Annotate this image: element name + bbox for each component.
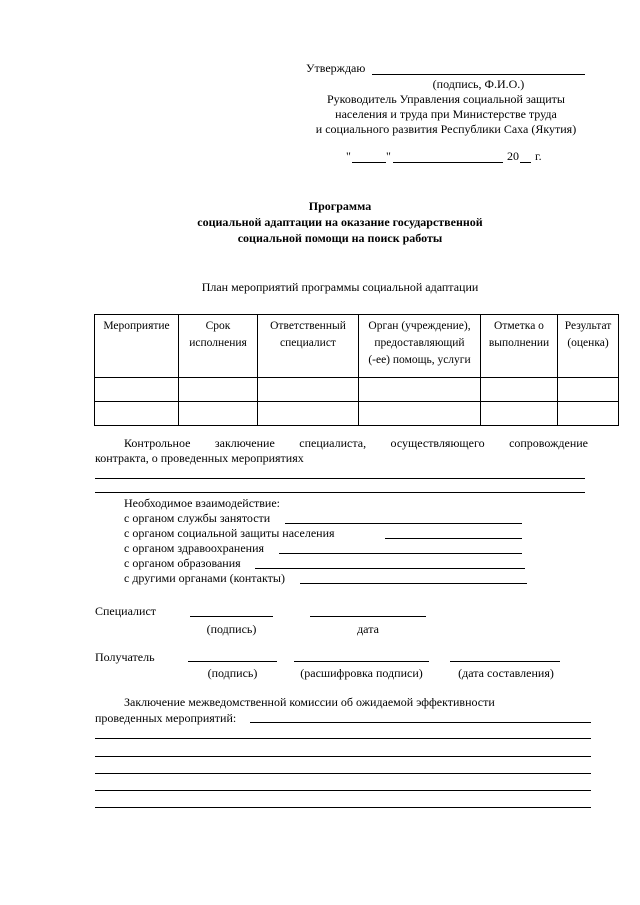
- recipient-signature-line[interactable]: [188, 661, 277, 662]
- table-cell[interactable]: [258, 402, 359, 426]
- header-deadline: Срок исполнения: [179, 315, 258, 378]
- table-cell[interactable]: [481, 402, 558, 426]
- date-year-field[interactable]: [520, 162, 531, 163]
- interaction-field-employment[interactable]: [285, 523, 522, 524]
- commission-field-line-5[interactable]: [95, 790, 591, 791]
- commission-line-1: Заключение межведомственной комиссии об ожидаемой эффективности: [124, 695, 495, 709]
- table-cell[interactable]: [95, 402, 179, 426]
- table-cell[interactable]: [558, 402, 619, 426]
- approve-signature-line[interactable]: [372, 74, 585, 75]
- commission-field-line-6[interactable]: [95, 807, 591, 808]
- interaction-item-health: с органом здравоохранения: [124, 541, 265, 555]
- specialist-label: Специалист: [95, 604, 157, 618]
- recipient-signature-hint: (подпись): [207, 666, 258, 680]
- conclusion-line-2: контракта, о проведенных мероприятиях: [95, 451, 304, 465]
- head-title-line-2: населения и труда при Министерстве труда: [335, 107, 557, 121]
- interaction-item-social: с органом социальной защиты населения: [124, 526, 335, 540]
- recipient-label: Получатель: [95, 650, 155, 664]
- table-cell[interactable]: [258, 378, 359, 402]
- recipient-date-line[interactable]: [450, 661, 560, 662]
- date-year-prefix: 20: [507, 149, 519, 163]
- specialist-date-line[interactable]: [310, 616, 426, 617]
- commission-field-line-4[interactable]: [95, 773, 591, 774]
- commission-field-line-2[interactable]: [95, 738, 591, 739]
- head-title-line-1: Руководитель Управления социальной защиты: [326, 92, 565, 106]
- header-event: Мероприятие: [95, 315, 179, 378]
- approve-signature-hint: (подпись, Ф.И.О.): [432, 77, 525, 91]
- commission-line-2: проведенных мероприятий:: [95, 711, 237, 725]
- specialist-date-hint: дата: [357, 622, 379, 636]
- date-year-suffix: г.: [535, 149, 542, 163]
- approve-label: Утверждаю: [306, 61, 366, 75]
- header-completion-mark: Отметка о выполнении: [481, 315, 558, 378]
- conclusion-line-1: Контрольное заключение специалиста, осуществляющего сопровождение: [124, 436, 588, 450]
- interaction-field-other[interactable]: [300, 583, 527, 584]
- date-close-quote: ": [386, 149, 391, 163]
- header-responsible: Ответственный специалист: [258, 315, 359, 378]
- recipient-decoding-line[interactable]: [294, 661, 429, 662]
- table-cell[interactable]: [95, 378, 179, 402]
- document-title-line-3: социальной помощи на поиск работы: [237, 231, 443, 245]
- interaction-field-health[interactable]: [279, 553, 522, 554]
- table-cell[interactable]: [558, 378, 619, 402]
- interaction-item-employment: с органом службы занятости: [124, 511, 271, 525]
- date-open-quote: ": [346, 149, 351, 163]
- interaction-field-social[interactable]: [385, 538, 522, 539]
- specialist-signature-line[interactable]: [190, 616, 273, 617]
- table-row: [95, 402, 619, 426]
- table-row: [95, 378, 619, 402]
- recipient-decoding-hint: (расшифровка подписи): [300, 666, 423, 680]
- commission-field-line-3[interactable]: [95, 756, 591, 757]
- commission-field-line-1[interactable]: [250, 722, 591, 723]
- header-result: Результат (оценка): [558, 315, 619, 378]
- head-title-line-3: и социального развития Республики Саха (Якутия): [315, 122, 577, 136]
- conclusion-field-line-1[interactable]: [95, 478, 585, 479]
- interaction-item-education: с органом образования: [124, 556, 241, 570]
- table-cell[interactable]: [179, 378, 258, 402]
- header-organization: Орган (учреждение), предоставляющий (-ее) помощь, услуги: [359, 315, 481, 378]
- date-day-field[interactable]: [352, 162, 386, 163]
- document-title-line-1: Программа: [308, 199, 372, 213]
- conclusion-field-line-2[interactable]: [95, 492, 585, 493]
- table-header-row: [95, 315, 619, 378]
- table-cell[interactable]: [481, 378, 558, 402]
- table-cell[interactable]: [359, 402, 481, 426]
- table-cell[interactable]: [179, 402, 258, 426]
- recipient-date-hint: (дата составления): [458, 666, 554, 680]
- interaction-field-education[interactable]: [255, 568, 525, 569]
- specialist-signature-hint: (подпись): [206, 622, 257, 636]
- table-cell[interactable]: [359, 378, 481, 402]
- plan-caption: План мероприятий программы социальной адаптации: [201, 280, 479, 294]
- interaction-heading: Необходимое взаимодействие:: [124, 496, 281, 510]
- plan-table: [94, 314, 619, 426]
- date-month-field[interactable]: [393, 162, 503, 163]
- document-title-line-2: социальной адаптации на оказание государственной: [197, 215, 483, 229]
- interaction-item-other: с другими органами (контакты): [124, 571, 285, 585]
